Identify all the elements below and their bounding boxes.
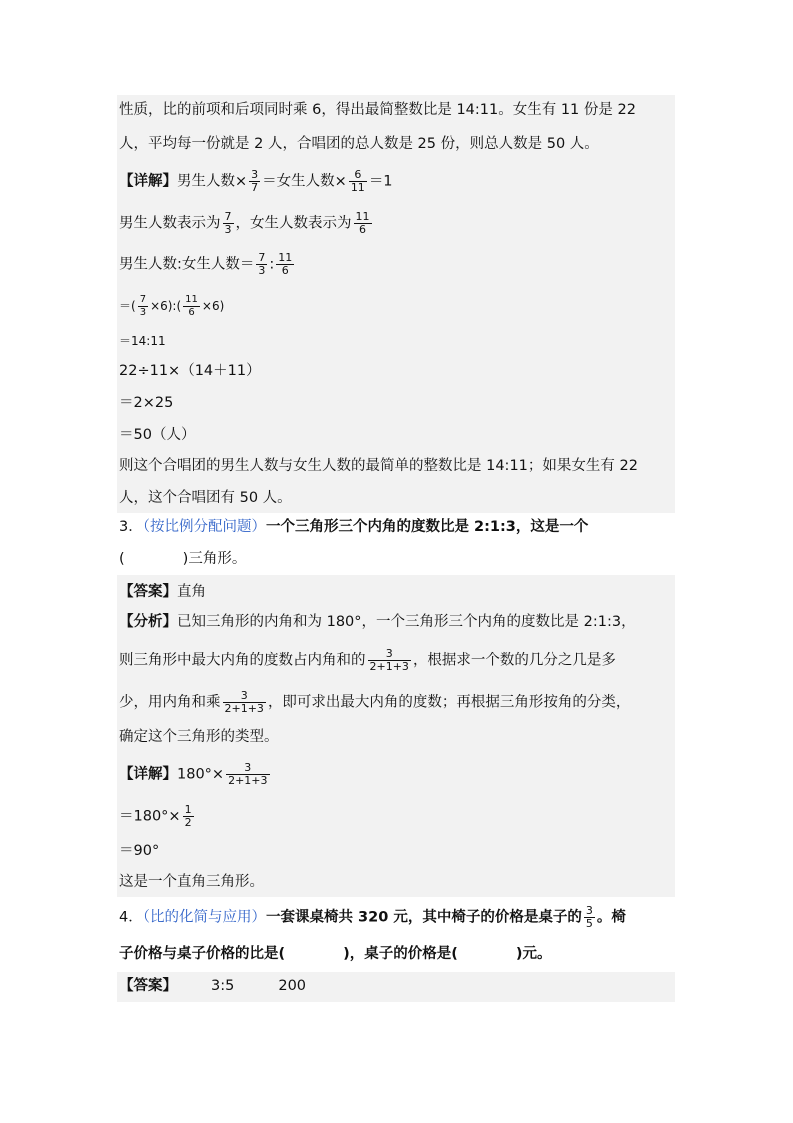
analysis-tag: 【分析】	[119, 614, 177, 630]
fraction: $\frac{3}{2+1+3}$	[369, 647, 409, 673]
text-line: 人，这个合唱团有 50 人。	[119, 490, 292, 506]
question-4: 4．（比的化简与应用）一套课桌椅共 320 元，其中椅子的价格是桌子的 $\frac{3}{5}$ 。椅	[119, 904, 626, 930]
detail-tag: 【详解】	[119, 173, 177, 190]
question-3	[119, 517, 588, 537]
question-number: 3．	[119, 519, 143, 535]
fraction: $\frac{11}{6}$	[278, 251, 293, 277]
fraction: $\frac{11}{6}$	[355, 210, 370, 236]
answer-tag: 【答案】	[119, 584, 177, 600]
answer-line	[119, 582, 206, 602]
text: ＝女生人数×	[262, 173, 347, 190]
text-line: 少，用内角和乘 $\frac{3}{2+1+3}$ ，即可求出最大内角的度数；再根据三角形按角的分类，	[119, 689, 631, 715]
question-tag: （比的化简与应用）	[142, 909, 266, 926]
answer-value: 直角	[177, 584, 206, 600]
text-line: ＝( $\frac{7}{3}$ ×6):( $\frac{11}{6}$ ×6)	[119, 294, 225, 318]
text-line: ＝50（人）	[119, 427, 196, 443]
fraction: $\frac{7}{3}$	[139, 294, 147, 318]
question-text: 一套课桌椅共 320 元，其中椅子的价格是桌子的	[265, 909, 582, 926]
fraction: $\frac{11}{6}$	[185, 294, 198, 318]
question-4-blank-line: 子价格与桌子价格的比是( )，桌子的价格是( )元。	[119, 946, 552, 962]
text-line: 则这个合唱团的男生人数与女生人数的最简单的整数比是 14:11；如果女生有 22	[119, 458, 638, 474]
fraction: $\frac{7}{3}$	[224, 210, 232, 236]
question-text: 一个三角形三个内角的度数比是 2:1:3，这是一个	[265, 519, 589, 535]
text-line: 这是一个直角三角形。	[119, 874, 264, 890]
detail-line: 【详解】180°× $\frac{3}{2+1+3}$	[119, 761, 268, 787]
answer-value-1: 3:5	[211, 978, 235, 994]
detail-tag: 【详解】	[119, 766, 177, 783]
text-line: 性质，比的前项和后项同时乘 6，得出最简整数比是 14:11。女生有 11 份是 22	[119, 102, 636, 118]
text-line: ＝14:11	[119, 334, 166, 348]
fraction: $\frac{3}{7}$	[251, 168, 259, 194]
text-line: 则三角形中最大内角的度数占内角和的 $\frac{3}{2+1+3}$ ，根据求一个数的几分之几是多	[119, 647, 616, 673]
fraction: $\frac{3}{2+1+3}$	[224, 689, 264, 715]
answer-value-2: 200	[278, 978, 307, 994]
text-line: 人，平均每一份就是 2 人，合唱团的总人数是 25 份，则总人数是 50 人。	[119, 136, 599, 152]
text-line: ＝90°	[119, 843, 160, 859]
text-line: ＝2×25	[119, 395, 174, 411]
fraction: $\frac{7}{3}$	[258, 251, 266, 277]
fraction: $\frac{1}{2}$	[184, 803, 192, 829]
text-line: 确定这个三角形的类型。	[119, 729, 279, 745]
question-number: 4．	[119, 909, 143, 926]
detail-line	[119, 169, 393, 194]
text-line: 22÷11×（14＋11）	[119, 363, 261, 379]
fraction: $\frac{3}{5}$	[585, 904, 593, 930]
text: 男生人数×	[177, 173, 248, 190]
analysis-line: 【分析】已知三角形的内角和为 180°，一个三角形三个内角的度数比是 2:1:3，	[119, 614, 636, 630]
question-tag: （按比例分配问题）	[142, 519, 266, 535]
fraction: $\frac{3}{2+1+3}$	[228, 761, 268, 787]
text: ＝1	[368, 173, 393, 190]
question-3-blank-line: ( )三角形。	[119, 551, 247, 567]
answer-tag: 【答案】	[119, 978, 177, 994]
fraction: $\frac{6}{11}$	[350, 168, 365, 194]
text-line: 男生人数表示为 $\frac{7}{3}$ ，女生人数表示为 $\frac{11}{6}$	[119, 210, 370, 236]
text-line: 男生人数:女生人数＝ $\frac{7}{3}$ : $\frac{11}{6}$	[119, 251, 293, 277]
answer-line	[119, 976, 306, 996]
text-line: ＝180°× $\frac{1}{2}$	[119, 803, 192, 829]
